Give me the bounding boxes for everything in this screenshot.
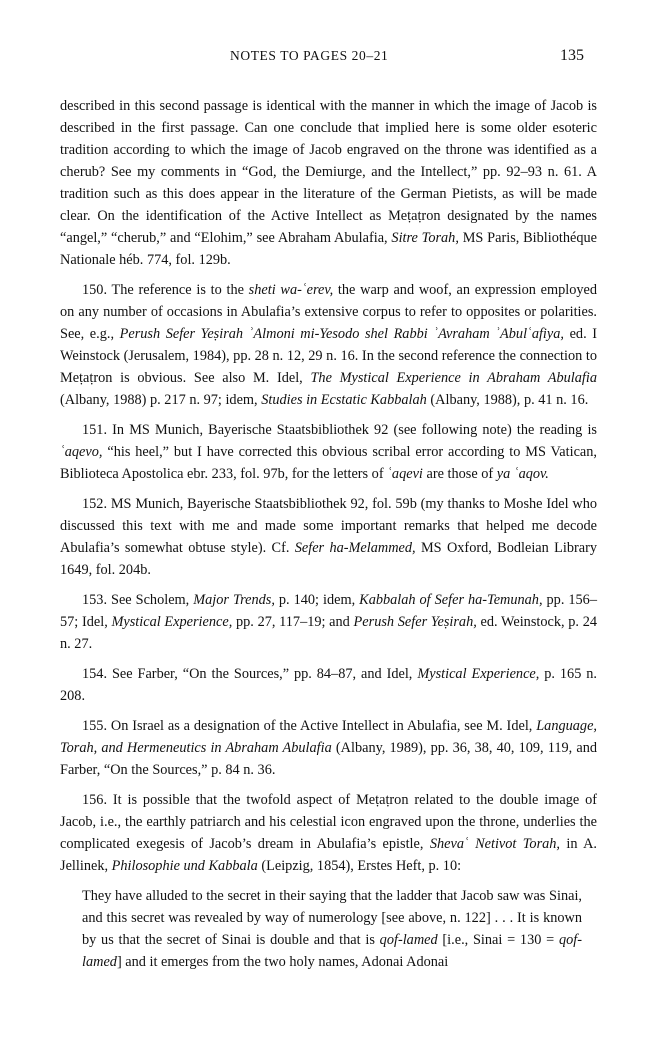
note-continuation-paragraph: described in this second passage is identical with the manner in which the image of Jacob is described in the first passage. Can one conclude that implied here is some older esoteric tradition according to which the image of Jacob engraved on the throne was identified as a cherub? See my comments in “God, the Demiurge, and the Intellect,” pp. 92–93 n. 61. A tradition such as this does appear in the literature of the German Pietists, as will be made clear. On the identification of the Active Intellect as Meṭaṭron designated by the names “angel,” “cherub,” and “Elohim,” see Abraham Abulafia, Sitre Torah, MS Paris, Bibliothéque Nationale héb. 774, fol. 129b. — [60, 98, 597, 268]
block-quote: They have alluded to the secret in their saying that the ladder that Jacob saw was Sinai, and this secret was revealed by way of numerology [see above, n. 122] . . . It is known by us that the secret of Sinai is double and that is qof-lamed [i.e., Sinai = 130 = qof-lamed] and it emerges from the two holy names, Adonai Adonai — [82, 888, 582, 970]
note-154: 154. See Farber, “On the Sources,” pp. 84–87, and Idel, Mystical Experience, p. 165 n. 208. — [60, 666, 598, 704]
note-156: 156. It is possible that the twofold aspect of Meṭaṭron related to the double image of Jacob, i.e., the earthly patriarch and his celestial icon engraved upon the throne, underlies the complicated exegesis of Jacob’s dream in Abulafia’s epistle, Shevaʿ Netivot Torah, in A. Jellinek, Philosophie und Kabbala (Leipzig, 1854), Erstes Heft, p. 10: — [60, 792, 597, 874]
note-152: 152. MS Munich, Bayerische Staatsbibliothek 92, fol. 59b (my thanks to Moshe Idel who discussed this text with me and made some important remarks that helped me decode Abulafia’s somewhat obtuse style). Cf. Sefer ha-Melammed, MS Oxford, Bodleian Library 1649, fol. 204b. — [60, 496, 597, 578]
notes-body — [60, 95, 597, 973]
note-153: 153. See Scholem, Major Trends, p. 140; idem, Kabbalah of Sefer ha-Temunah, pp. 156–57; Idel, Mystical Experience, pp. 27, 117–19; and Perush Sefer Yeṣirah, ed. Weinstock, p. 24 n. 27. — [60, 592, 598, 652]
note-155: 155. On Israel as a designation of the Active Intellect in Abulafia, see M. Idel, Language, Torah, and Hermeneutics in Abraham Abulafia (Albany, 1989), pp. 36, 38, 40, 109, 119, and Farber, “On the Sources,” p. 84 n. 36. — [60, 718, 597, 778]
note-151: 151. In MS Munich, Bayerische Staatsbibliothek 92 (see following note) the reading is ʿaqevo, “his heel,” but I have corrected this obvious scribal error according to MS Vatican, Biblioteca Apostolica ebr. 233, fol. 97b, for the letters of ʿaqevi are those of ya ʿaqov. — [60, 422, 597, 482]
note-150: 150. The reference is to the sheti wa-ʿerev, the warp and woof, an expression employed on any number of occasions in Abulafia’s extensive corpus to refer to opposites or polarities. See, e.g., Perush Sefer Yeṣirah ʾAlmoni mi-Yesodo shel Rabbi ʾAvraham ʾAbulʿafiya, ed. I Weinstock (Jerusalem, 1984), pp. 28 n. 12, 29 n. 16. In the second reference the connection to Meṭaṭron is obvious. See also M. Idel, The Mystical Experience in Abraham Abulafia (Albany, 1988) p. 217 n. 97; idem, Studies in Ecstatic Kabbalah (Albany, 1988), p. 41 n. 16. — [60, 282, 598, 408]
page-number: 135 — [560, 47, 584, 64]
running-head: NOTES TO PAGES 20–21 — [230, 48, 389, 63]
